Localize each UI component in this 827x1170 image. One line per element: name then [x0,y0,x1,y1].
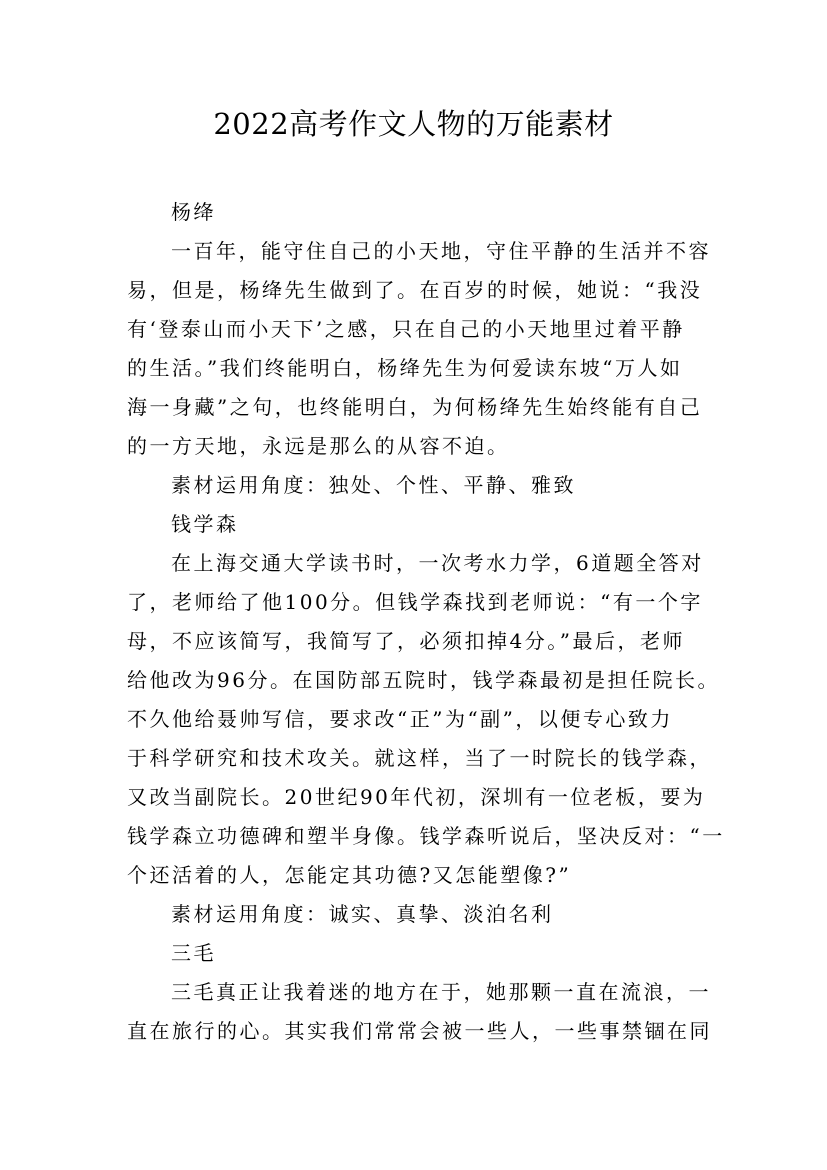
text-line: 的一方天地，永远是那么的从容不迫。 [127,434,510,458]
text-line: 个还活着的人，怎能定其功德?又怎能塑像?” [127,863,572,887]
text-line: 了，老师给了他100分。但钱学森找到老师说：“有一个字 [127,590,703,614]
text-line: 三毛 [171,941,216,965]
document-title: 2022高考作文人物的万能素材 [213,107,614,141]
paragraph-yang-jiang-usage [127,466,717,505]
text-line: 有‘登泰山而小天下’之感，只在自己的小天地里过着平静 [127,317,685,341]
text-line: 于科学研究和技术攻关。就这样，当了一时院长的钱学森， [127,746,712,770]
text-line: 钱学森 [171,512,239,536]
paragraph-san-mao-body [127,973,717,1051]
text-line: 素材运用角度：独处、个性、平静、雅致 [171,473,576,497]
text-line: 海一身藏”之句，也终能明白，为何杨绛先生始终能有自己 [127,395,703,419]
text-line: 易，但是，杨绛先生做到了。在百岁的时候，她说：“我没 [127,278,703,302]
text-line: 在上海交通大学读书时，一次考水力学，6道题全答对 [171,551,704,575]
paragraph-qian-xuesen-body [127,544,725,895]
paragraph-qian-xuesen-heading [127,505,717,544]
text-line: 母，不应该简写，我简写了，必须扣掉4分。”最后，老师 [127,629,685,653]
text-line: 钱学森立功德碑和塑半身像。钱学森听说后，坚决反对：“一 [127,824,725,848]
text-line: 不久他给聂帅写信，要求改“正”为“副”，以便专心致力 [127,707,673,731]
text-line: 直在旅行的心。其实我们常常会被一些人，一些事禁锢在同 [127,1019,712,1043]
text-line: 给他改为96分。在国防部五院时，钱学森最初是担任院长。 [127,668,720,692]
text-line: 一百年，能守住自己的小天地，守住平静的生活并不容 [171,239,711,263]
text-line: 又改当副院长。20世纪90年代初，深圳有一位老板，要为 [127,785,706,809]
text-line: 素材运用角度：诚实、真挚、淡泊名利 [171,902,554,926]
document-body [127,193,725,1051]
paragraph-yang-jiang-body [127,232,717,466]
text-line: 杨绛 [171,200,216,224]
paragraph-yang-jiang-heading [127,193,717,232]
paragraph-qian-xuesen-usage [127,895,717,934]
paragraph-san-mao-heading [127,934,717,973]
text-line: 三毛真正让我着迷的地方在于，她那颗一直在流浪，一 [171,980,711,1004]
text-line: 的生活。”我们终能明白，杨绛先生为何爱读东坡“万人如 [127,356,683,380]
